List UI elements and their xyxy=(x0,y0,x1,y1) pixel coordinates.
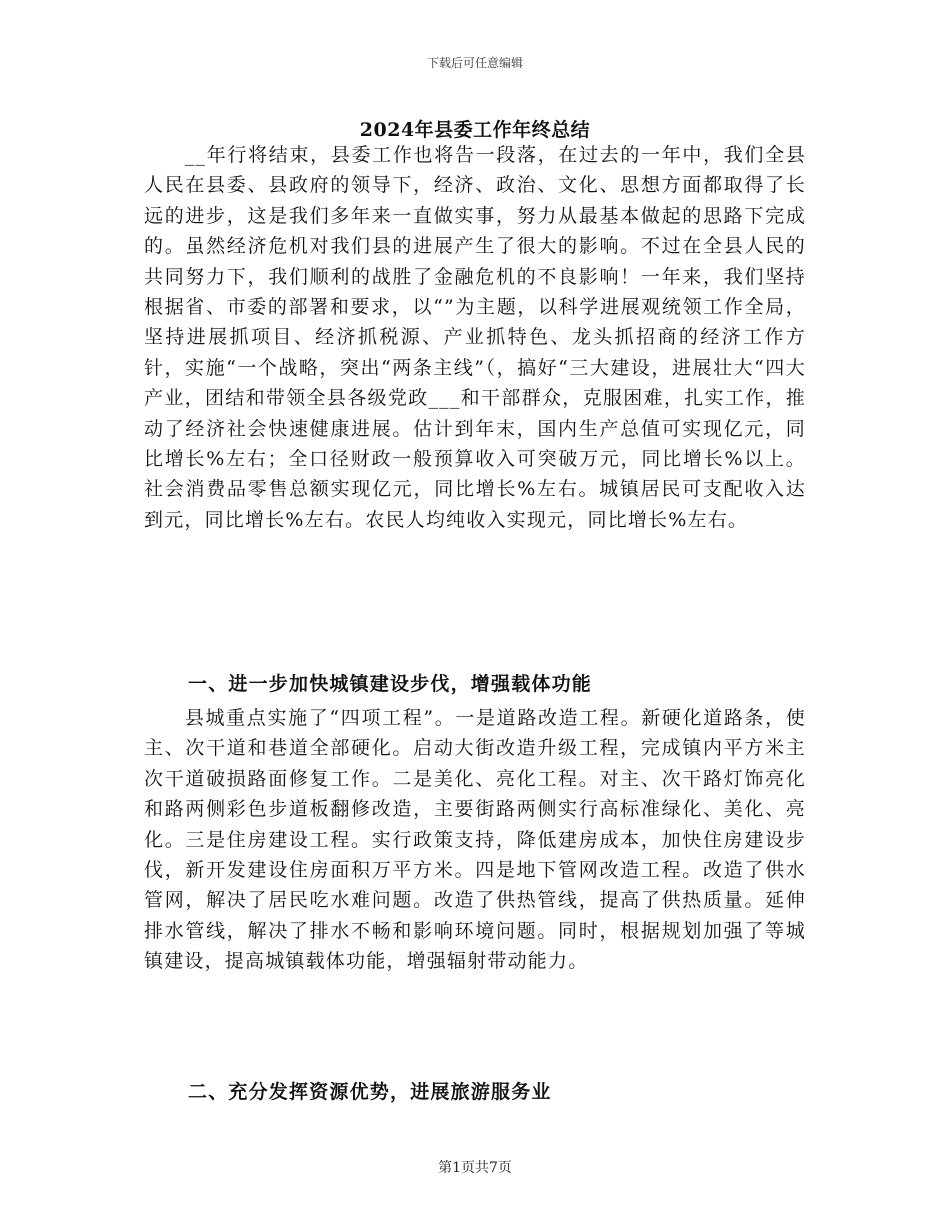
section1-paragraph: 县城重点实施了“四项工程”。一是道路改造工程。新硬化道路条，使主、次干道和巷道全部硬化。启动大街改造升级工程，完成镇内平方米主次干道破损路面修复工作。二是美化、亮化工程。对主、次干路灯饰亮化和路两侧彩色步道板翻修改造，主要街路两侧实行高标准绿化、美化、亮化。三是住房建设工程。实行政策支持，降低建房成本，加快住房建设步伐，新开发建设住房面积万平方米。四是地下管网改造工程。改造了供水管网，解决了居民吃水难问题。改造了供热管线，提高了供热质量。延伸排水管线，解决了排水不畅和影响环境问题。同时，根据规划加强了等城镇建设，提高城镇载体功能，增强辐射带动能力。 xyxy=(144,707,806,973)
section1-block xyxy=(144,703,806,977)
header-note: 下载后可任意编辑 xyxy=(426,56,523,70)
section2-heading: 二、充分发挥资源优势，进展旅游服务业 xyxy=(188,1081,552,1103)
intro-block xyxy=(144,140,806,535)
page-footer: 第1页共7页 xyxy=(438,1160,512,1176)
section1-heading: 一、进一步加快城镇建设步伐，增强载体功能 xyxy=(188,673,593,695)
intro-paragraph: __年行将结束，县委工作也将告一段落，在过去的一年中，我们全县人民在县委、县政府的领导下，经济、政治、文化、思想方面都取得了长远的进步，这是我们多年来一直做实事，努力从最基本做起的思路下完成的。虽然经济危机对我们县的进展产生了很大的影响。不过在全县人民的共同努力下，我们顺利的战胜了金融危机的不良影响！一年来，我们坚持根据省、市委的部署和要求，以“”为主题，以科学进展观统领工作全局，坚持进展抓项目、经济抓税源、产业抓特色、龙头抓招商的经济工作方针，实施“一个战略，突出“两条主线”（，搞好“三大建设，进展壮大“四大产业，团结和带领全县各级党政___和干部群众，克服困难，扎实工作，推动了经济社会快速健康进展。估计到年末，国内生产总值可实现亿元，同比增长%左右；全口径财政一般预算收入可突破万元，同比增长%以上。社会消费品零售总额实现亿元，同比增长%左右。城镇居民可支配收入达到元，同比增长%左右。农民人均纯收入实现元，同比增长%左右。 xyxy=(144,144,806,531)
document-title: 2024年县委工作年终总结 xyxy=(359,119,591,141)
